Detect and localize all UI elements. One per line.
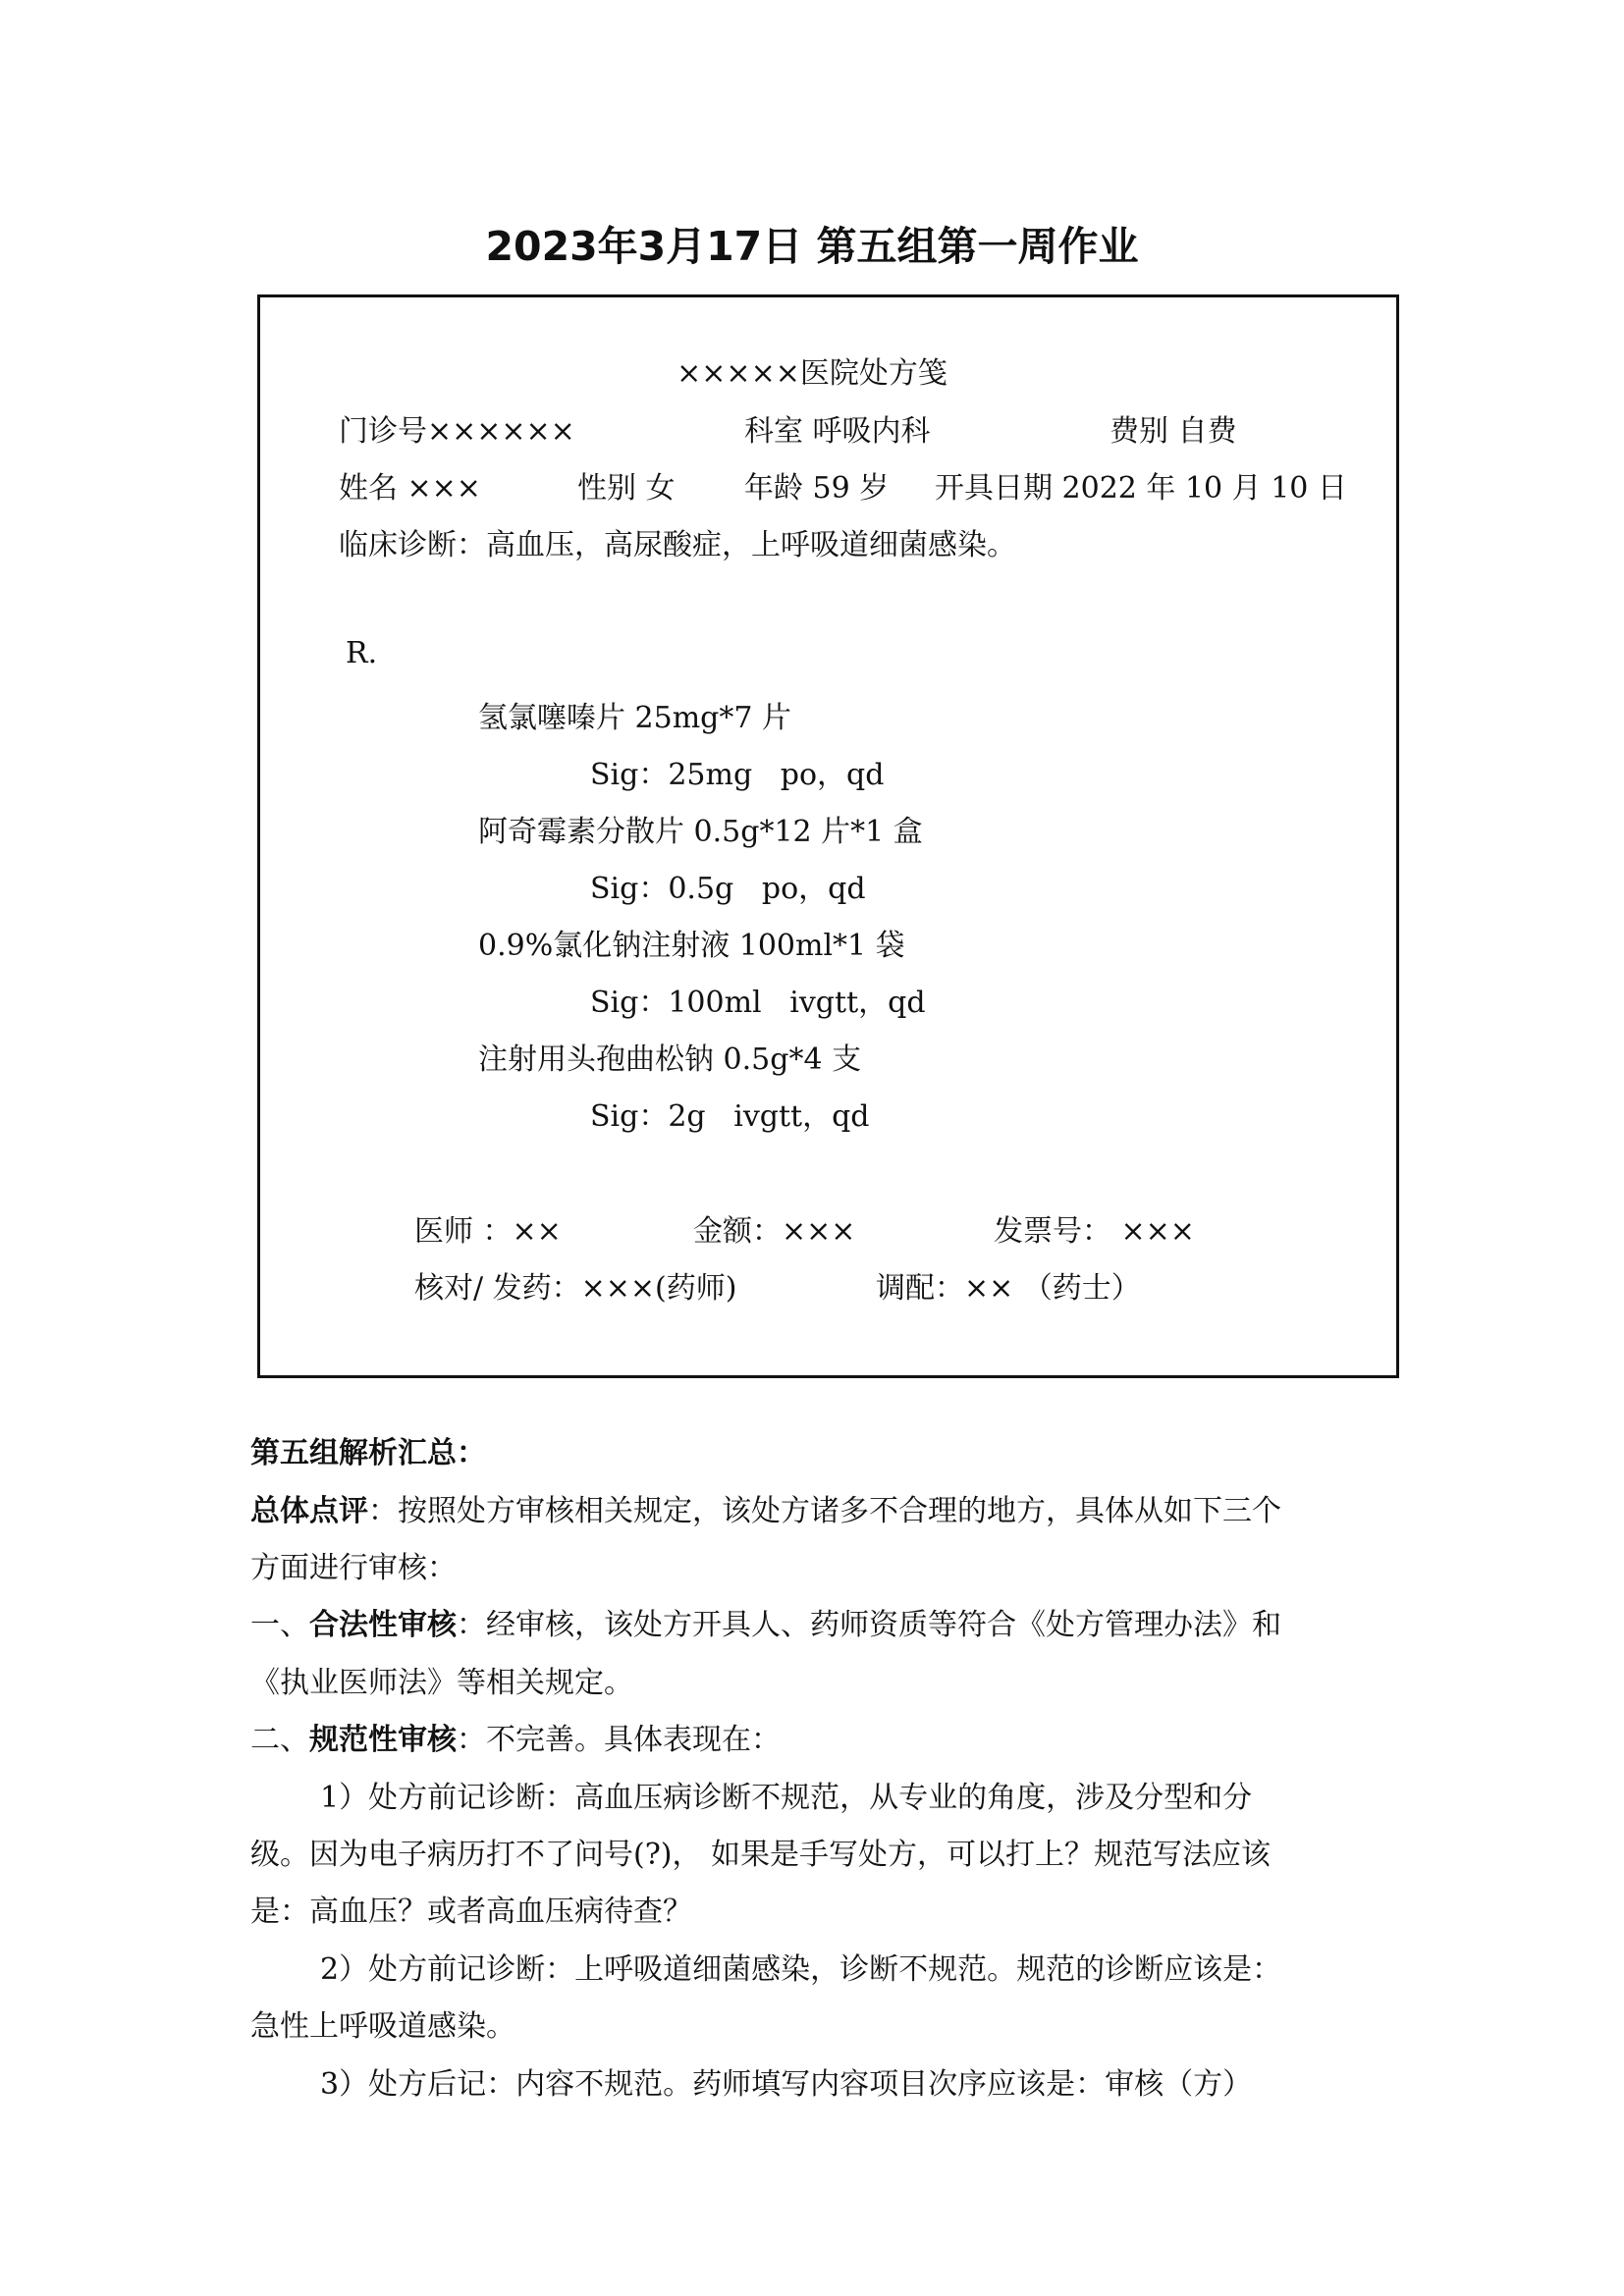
norm-review [250,1723,781,1757]
patient-name: 姓名 ××× [339,471,481,506]
drug-sig: Sig：2g ivgtt，qd [590,1099,870,1134]
legal-review [250,1608,1281,1642]
norm-item-2-cont: 急性上呼吸道感染。 [250,2009,515,2044]
norm-item-3: 3）处方后记：内容不规范。药师填写内容项目次序应该是：审核（方） [320,2067,1253,2102]
legal-text-cont: 《执业医师法》等相关规定。 [250,1666,633,1700]
drug-name: 0.9%氯化钠注射液 100ml*1 袋 [478,929,905,963]
page-title: 2023年3月17日 第五组第一周作业 [485,223,1139,270]
drug-sig: Sig：25mg po，qd [590,758,885,792]
overall-comment [250,1494,1281,1528]
drug-name: 氢氯噻嗪片 25mg*7 片 [478,701,791,735]
analysis-heading: 第五组解析汇总： [250,1436,486,1470]
clinic-number: 门诊号×××××× [339,414,575,449]
amount-field: 金额：××× [693,1214,856,1249]
drug-name: 阿奇霉素分散片 0.5g*12 片*1 盒 [478,815,923,849]
patient-sex: 性别 女 [577,471,676,506]
norm-prefix: 二、 [250,1723,309,1757]
fee-type: 费别 自费 [1110,414,1237,449]
invoice-field: 发票号： ××× [994,1214,1195,1249]
norm-item-1-cont: 是：高血压？或者高血压病待查？ [250,1895,692,1929]
patient-age: 年龄 59 岁 [744,471,890,506]
prescription-date: 开具日期 2022 年 10 月 10 日 [935,471,1347,506]
doctor-field: 医师 ：×× [414,1214,562,1249]
clinical-diagnosis: 临床诊断：高血压，高尿酸症，上呼吸道细菌感染。 [339,528,1016,562]
drug-sig: Sig：100ml ivgtt，qd [590,986,926,1020]
norm-item-1-cont: 级。因为电子病历打不了问号(?)， 如果是手写处方，可以打上？规范写法应该 [250,1838,1272,1872]
check-dispense-field: 核对/ 发药：×××(药师) [414,1271,737,1306]
legal-text: ：经审核，该处方开具人、药师资质等符合《处方管理办法》和 [457,1608,1281,1642]
legal-label: 合法性审核 [309,1608,457,1642]
norm-text: ：不完善。具体表现在： [457,1723,781,1757]
overall-text: ：按照处方审核相关规定，该处方诸多不合理的地方，具体从如下三个 [368,1494,1281,1528]
norm-item-2: 2）处方前记诊断：上呼吸道细菌感染，诊断不规范。规范的诊断应该是： [320,1952,1282,1987]
overall-text-cont: 方面进行审核： [250,1551,457,1585]
compound-field: 调配：×× （药士） [876,1271,1141,1306]
rp-mark: R. [346,636,378,670]
department: 科室 呼吸内科 [744,414,931,449]
drug-name: 注射用头孢曲松钠 0.5g*4 支 [478,1042,862,1077]
legal-prefix: 一、 [250,1608,309,1642]
overall-label: 总体点评 [250,1494,368,1528]
drug-sig: Sig：0.5g po，qd [590,872,866,906]
norm-label: 规范性审核 [309,1723,457,1757]
norm-item-1: 1）处方前记诊断：高血压病诊断不规范，从专业的角度，涉及分型和分 [320,1781,1253,1815]
prescription-header: ×××××医院处方笺 [677,356,947,391]
